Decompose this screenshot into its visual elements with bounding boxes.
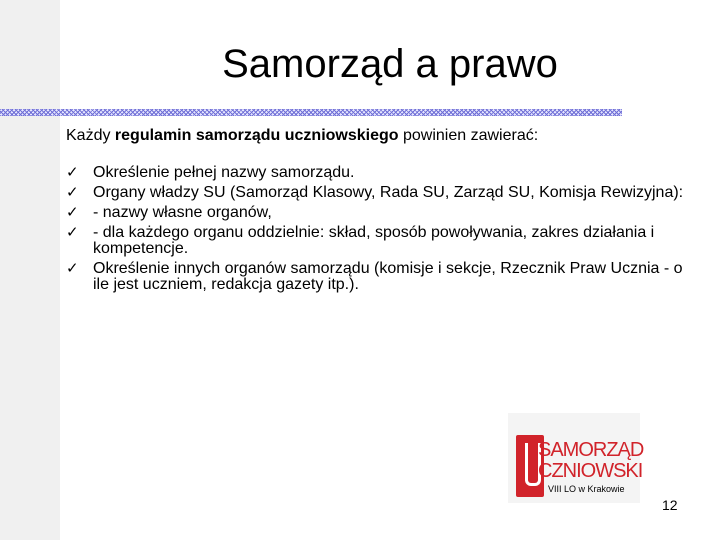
list-item [66,165,686,181]
list-item [66,205,686,221]
list-item [66,185,686,201]
list-item-text: Organy władzy SU (Samorząd Klasowy, Rada SU, Zarząd SU, Komisja Rewizyjna): [93,184,684,201]
list-item-text: Określenie innych organów samorządu (komisje i sekcje, Rzecznik Praw Ucznia - o ile jest uczniem, redakcja gazety itp.). [93,260,683,293]
left-margin-bar [0,0,60,540]
intro-prefix: Każdy [66,127,115,144]
intro-bold: regulamin samorządu uczniowskiego [114,127,399,144]
requirements-list [66,165,686,297]
logo-text-line1: SAMORZĄD [538,439,644,461]
list-item-text: - dla każdego organu oddzielnie: skład, sposób powoływania, zakres działania i kompetencje. [93,224,655,257]
check-icon: ✓ [66,164,79,181]
intro-suffix: powinien zawierać: [398,127,539,144]
check-icon: ✓ [66,184,79,201]
check-icon: ✓ [66,260,79,277]
check-icon: ✓ [66,224,79,241]
intro-text [66,126,696,146]
school-council-logo [508,413,644,503]
logo-text-line3: VIII LO w Krakowie [548,484,625,494]
slide-title: Samorząd a prawo [222,42,558,86]
list-item-text: Określenie pełnej nazwy samorządu. [93,164,355,181]
list-item-text: - nazwy własne organów, [93,204,272,221]
list-item [66,225,686,257]
list-item [66,261,686,293]
logo-text-line2: CZNIOWSKI [538,460,643,482]
page-number: 12 [662,497,678,513]
check-icon: ✓ [66,204,79,221]
title-divider [0,109,622,116]
